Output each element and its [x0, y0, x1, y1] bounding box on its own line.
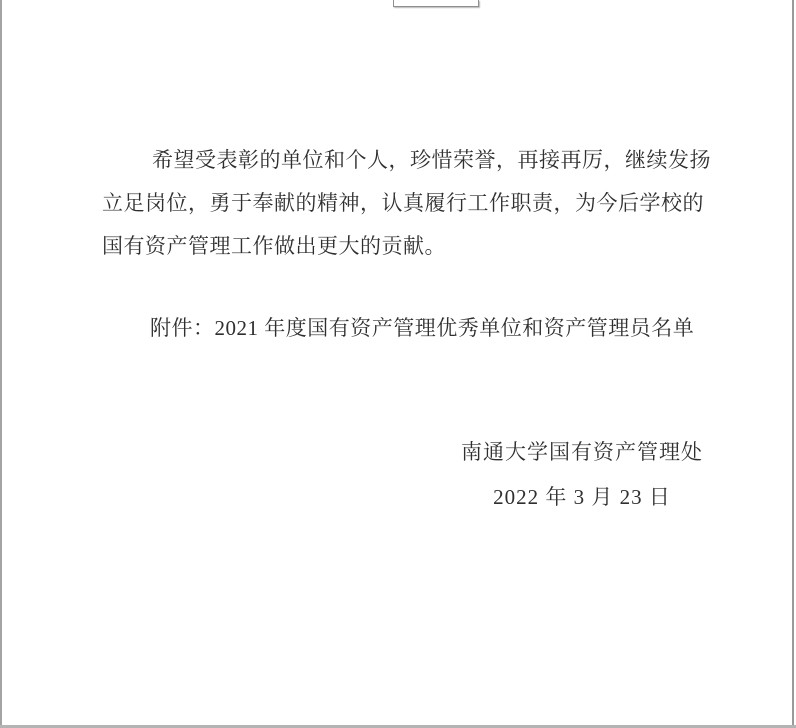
signature-date: 2022 年 3 月 23 日 — [493, 485, 671, 509]
body-paragraph — [102, 139, 714, 268]
page-number-frame-cutoff — [393, 0, 479, 7]
window-edge-left — [0, 0, 2, 728]
document-page[interactable] — [2, 0, 792, 725]
signature-block — [461, 430, 703, 520]
body-paragraph-line: 国有资产管理工作做出更大的贡献。 — [102, 234, 446, 258]
body-paragraph-line: 立足岗位，勇于奉献的精神，认真履行工作职责，为今后学校的 — [102, 191, 704, 215]
attachment-line: 附件：2021 年度国有资产管理优秀单位和资产管理员名单 — [150, 316, 695, 340]
body-paragraph-line: 希望受表彰的单位和个人，珍惜荣誉，再接再厉，继续发扬 — [152, 148, 711, 172]
signature-org: 南通大学国有资产管理处 — [461, 440, 703, 464]
window-edge-right — [792, 0, 794, 728]
